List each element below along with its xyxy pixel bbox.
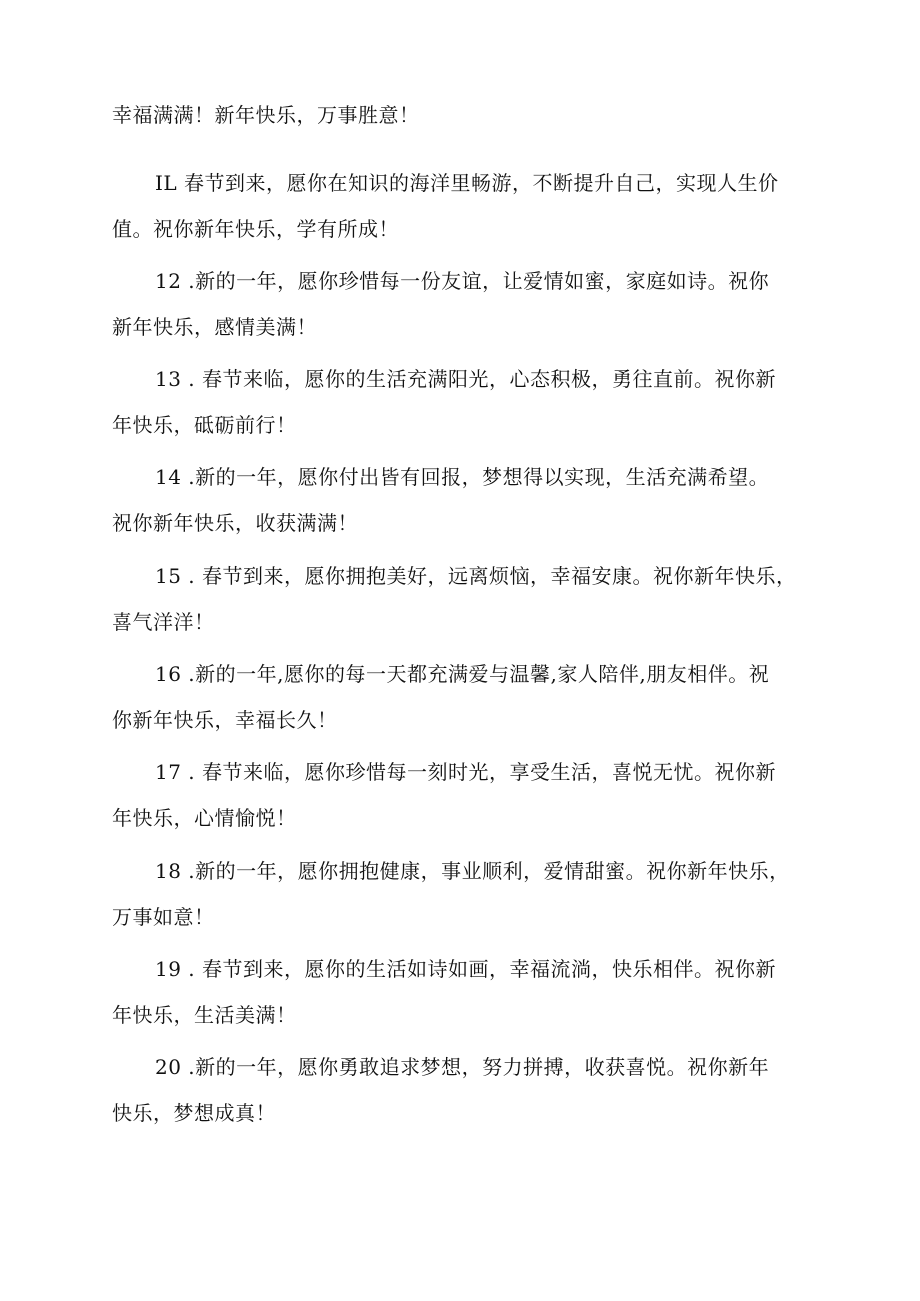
wish-14-line-1: 14 .新的一年，愿你付出皆有回报，梦想得以实现，生活充满希望。 [155,465,770,489]
wish-13-line-2: 年快乐，砥砺前行！ [112,413,297,437]
wish-14-line-2: 祝你新年快乐，收获满满！ [112,511,358,535]
wish-19-line-2: 年快乐，生活美满！ [112,1003,297,1027]
wish-15-line-1: 15 . 春节到来，愿你拥抱美好，远离烦恼，幸福安康。祝你新年快乐， [155,564,797,588]
continuation-line: 幸福满满！新年快乐，万事胜意！ [112,103,420,127]
wish-16-line-1: 16 .新的一年,愿你的每一天都充满爱与温馨,家人陪伴,朋友相伴。祝 [155,662,770,686]
wish-20-line-2: 快乐，梦想成真！ [112,1101,276,1125]
wish-18-line-1: 18 .新的一年，愿你拥抱健康，事业顺利，爱情甜蜜。祝你新年快乐， [155,859,790,883]
wish-12-line-2: 新年快乐，感情美满！ [112,315,317,339]
wish-20-line-1: 20 .新的一年，愿你勇敢追求梦想，努力拼搏，收获喜悦。祝你新年 [155,1055,770,1079]
wish-15-line-2: 喜气洋洋！ [112,610,215,634]
wish-11-line-2: 值。祝你新年快乐，学有所成！ [112,217,399,241]
wish-12-line-1: 12 .新的一年，愿你珍惜每一份友谊，让爱情如蜜，家庭如诗。祝你 [155,269,770,293]
wish-16-line-2: 你新年快乐，幸福长久！ [112,708,338,732]
wish-13-line-1: 13 . 春节来临，愿你的生活充满阳光，心态积极，勇往直前。祝你新 [155,367,777,391]
wish-11-line-1: IL 春节到来，愿你在知识的海洋里畅游，不断提升自己，实现人生价 [155,171,779,195]
wish-17-line-1: 17 . 春节来临，愿你珍惜每一刻时光，享受生活，喜悦无忧。祝你新 [155,760,777,784]
wish-18-line-2: 万事如意！ [112,905,215,929]
wish-19-line-1: 19 . 春节到来，愿你的生活如诗如画，幸福流淌，快乐相伴。祝你新 [155,957,777,981]
wish-17-line-2: 年快乐，心情愉悦！ [112,806,297,830]
